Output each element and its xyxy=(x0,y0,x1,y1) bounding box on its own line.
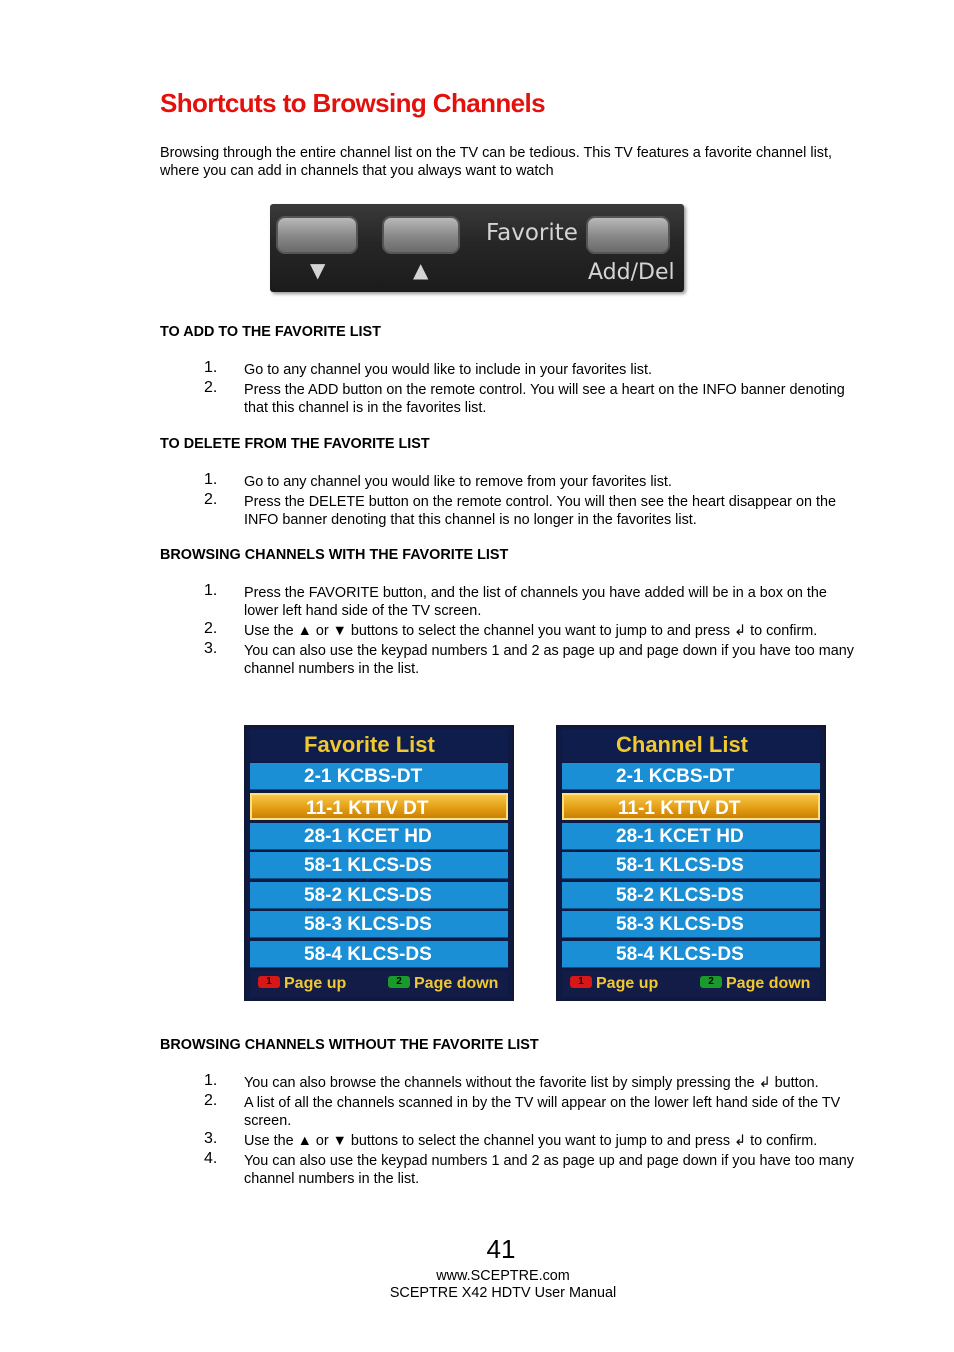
channel-row: 58-2 KLCS-DS xyxy=(562,882,820,909)
channel-list-screen xyxy=(556,725,826,1001)
list-item: 1. You can also browse the channels without the favorite list by simply pressing the ↲ button. xyxy=(204,1072,819,1091)
channel-list-title: Channel List xyxy=(562,729,820,761)
list-browse-fav xyxy=(200,584,855,680)
green-key-icon: 2 xyxy=(700,976,722,988)
section-heading-delete: TO DELETE FROM THE FAVORITE LIST xyxy=(160,436,430,452)
channel-row: 58-2 KLCS-DS xyxy=(250,882,508,909)
favorite-list-title: Favorite List xyxy=(250,729,508,761)
down-button xyxy=(276,216,358,254)
favorite-list-footer: 1 Page up 2 Page down xyxy=(250,971,508,997)
favorite-label: Favorite xyxy=(486,220,578,246)
down-arrow-icon: ▼ xyxy=(310,258,326,282)
section-heading-add: TO ADD TO THE FAVORITE LIST xyxy=(160,324,381,340)
channel-row: 28-1 KCET HD xyxy=(250,823,508,850)
section-heading-browse-nofav: BROWSING CHANNELS WITHOUT THE FAVORITE LIST xyxy=(160,1037,539,1053)
remote-buttons-image xyxy=(270,204,684,292)
add-del-label: Add/Del xyxy=(588,260,675,285)
red-key-icon: 1 xyxy=(570,976,592,988)
channel-row: 58-1 KLCS-DS xyxy=(562,852,820,879)
channel-row: 28-1 KCET HD xyxy=(562,823,820,850)
channel-row: 58-3 KLCS-DS xyxy=(250,911,508,938)
list-item: 2. Use the ▲ or ▼ buttons to select the channel you want to jump to and press ↲ to confirm. xyxy=(204,620,818,639)
section-heading-browse-fav: BROWSING CHANNELS WITH THE FAVORITE LIST xyxy=(160,547,509,563)
channel-row: 2-1 KCBS-DT xyxy=(562,763,820,790)
favorite-list-screen xyxy=(244,725,514,1001)
channel-list-footer: 1 Page up 2 Page down xyxy=(562,971,820,997)
list-item: 1. Press the FAVORITE button, and the list of channels you have added will be in a box on the lower left hand side of the TV screen. xyxy=(204,582,827,619)
channel-row: 58-4 KLCS-DS xyxy=(250,941,508,968)
list-item: 2. A list of all the channels scanned in by the TV will appear on the lower left hand side of the TV screen. xyxy=(204,1092,841,1129)
channel-row-selected: 11-1 KTTV DT xyxy=(250,793,508,820)
list-item: 1. Go to any channel you would like to remove from your favorites list. xyxy=(204,471,672,490)
list-browse-nofav xyxy=(200,1074,855,1190)
channel-row: 58-4 KLCS-DS xyxy=(562,941,820,968)
list-item: 1. Go to any channel you would like to include in your favorites list. xyxy=(204,359,652,378)
green-key-icon: 2 xyxy=(388,976,410,988)
page-number: 41 xyxy=(486,1234,516,1264)
channel-row: 58-1 KLCS-DS xyxy=(250,852,508,879)
intro-paragraph: Browsing through the entire channel list on the TV can be tedious. This TV features a favorite channel list, where you can add in channels that you always want to watch xyxy=(160,145,832,179)
footer-website: www.SCEPTRE.com xyxy=(436,1268,570,1284)
list-item: 3. Use the ▲ or ▼ buttons to select the channel you want to jump to and press ↲ to confirm. xyxy=(204,1130,818,1149)
list-add xyxy=(200,361,855,419)
up-arrow-icon: ▲ xyxy=(413,258,429,282)
footer-manual-title: SCEPTRE X42 HDTV User Manual xyxy=(389,1285,617,1301)
up-button xyxy=(382,216,460,254)
list-delete xyxy=(200,473,855,531)
list-item: 3. You can also use the keypad numbers 1 and 2 as page up and page down if you have too many channel numbers in the list. xyxy=(204,640,854,677)
channel-row-selected: 11-1 KTTV DT xyxy=(562,793,820,820)
red-key-icon: 1 xyxy=(258,976,280,988)
list-item: 4. You can also use the keypad numbers 1 and 2 as page up and page down if you have too many channel numbers in the list. xyxy=(204,1150,854,1187)
list-item: 2. Press the ADD button on the remote control. You will see a heart on the INFO banner denoting that this channel is in the favorites list. xyxy=(204,379,845,416)
favorite-add-del-button xyxy=(586,216,670,254)
page-title: Shortcuts to Browsing Channels xyxy=(160,88,546,118)
channel-row: 58-3 KLCS-DS xyxy=(562,911,820,938)
channel-row: 2-1 KCBS-DT xyxy=(250,763,508,790)
list-item: 2. Press the DELETE button on the remote control. You will then see the heart disappear on the INFO banner denoting that this channel is no longer in the favorites list. xyxy=(204,491,836,528)
